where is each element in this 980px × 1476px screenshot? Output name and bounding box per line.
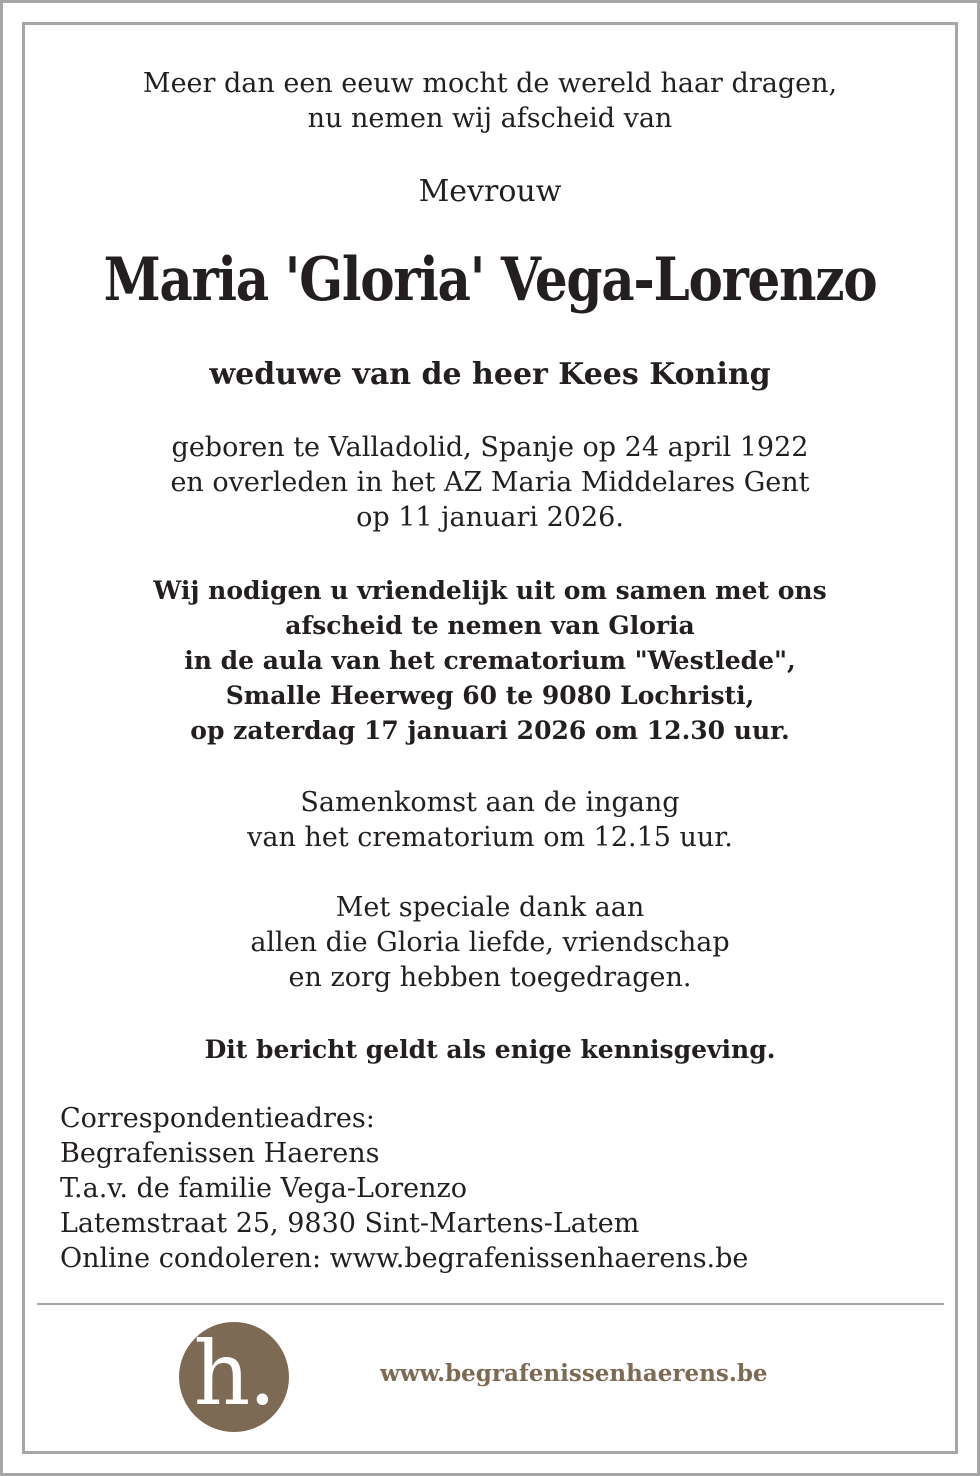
notice-text: Dit bericht geldt als enige kennisgeving. xyxy=(204,1035,776,1064)
correspondence-block xyxy=(60,1101,748,1276)
intro-line: Meer dan een eeuw mocht de wereld haar dragen, xyxy=(142,68,838,99)
correspondence-condolence-link[interactable]: Online condoleren: www.begrafenissenhaerens.be xyxy=(60,1243,749,1274)
thanks-line: en zorg hebben toegedragen. xyxy=(288,962,692,993)
thanks-line: allen die Gloria liefde, vriendschap xyxy=(250,927,730,958)
correspondence-line: Begrafenissen Haerens xyxy=(60,1138,380,1169)
deceased-name: Maria 'Gloria' Vega-Lorenzo xyxy=(103,245,877,315)
relation-text: weduwe van de heer Kees Koning xyxy=(209,357,771,392)
birth-death-line: en overleden in het AZ Maria Middelares Gent xyxy=(170,467,810,498)
intro-text xyxy=(0,66,980,136)
funeral-home-logo xyxy=(179,1322,289,1432)
correspondence-line: Latemstraat 25, 9830 Sint-Martens-Latem xyxy=(60,1208,640,1239)
correspondence-line: T.a.v. de familie Vega-Lorenzo xyxy=(60,1173,467,1204)
correspondence-line: Correspondentieadres: xyxy=(60,1103,375,1134)
salutation: Mevrouw xyxy=(418,174,562,209)
gathering-line: Samenkomst aan de ingang xyxy=(300,787,680,818)
footer-divider xyxy=(37,1303,944,1305)
intro-line: nu nemen wij afscheid van xyxy=(307,103,673,134)
invitation-line: Smalle Heerweg 60 te 9080 Lochristi, xyxy=(225,681,755,710)
invitation-line: afscheid te nemen van Gloria xyxy=(285,611,695,640)
invitation-line: Wij nodigen u vriendelijk uit om samen met ons xyxy=(153,576,827,605)
invitation-line: in de aula van het crematorium "Westlede", xyxy=(184,646,796,675)
birth-death-line: op 11 januari 2026. xyxy=(356,502,624,533)
thanks-line: Met speciale dank aan xyxy=(335,892,645,923)
birth-death-text xyxy=(0,430,980,535)
gathering-line: van het crematorium om 12.15 uur. xyxy=(247,822,733,853)
footer-website-link[interactable]: www.begrafenissenhaerens.be xyxy=(380,1360,768,1387)
invitation-line: op zaterdag 17 januari 2026 om 12.30 uur. xyxy=(190,716,790,745)
thanks-text xyxy=(0,890,980,995)
birth-death-line: geboren te Valladolid, Spanje op 24 april 1922 xyxy=(171,432,809,463)
gathering-text xyxy=(0,785,980,855)
invitation-text xyxy=(0,573,980,748)
logo-letter: h. xyxy=(193,1322,275,1425)
